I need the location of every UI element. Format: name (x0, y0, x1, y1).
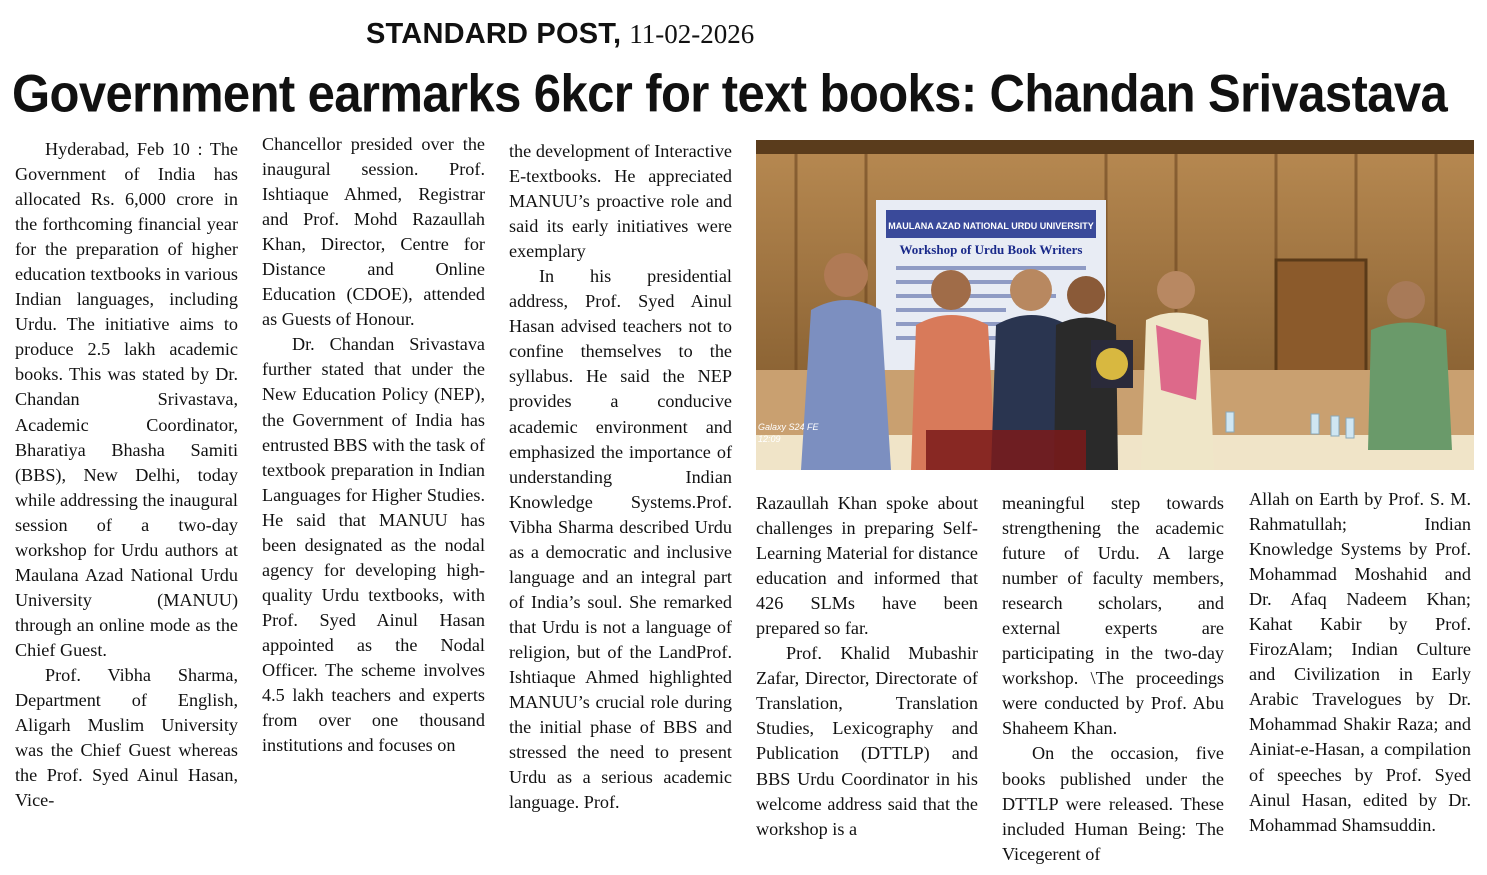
banner-line1: MAULANA AZAD NATIONAL URDU UNIVERSITY (888, 221, 1094, 231)
plaque (1091, 340, 1133, 388)
camera-stamp: Galaxy S24 FE (758, 422, 819, 432)
masthead (366, 18, 754, 51)
publication-date: 11-02-2026 (629, 19, 755, 49)
article-column-6 (1249, 487, 1471, 838)
article-column-4 (756, 491, 978, 842)
paragraph: meaningful step towards strengthening the academic future of Urdu. A large number of faculty members, research scholars, and external experts are participating in the two-day workshop. \The proceedings were conducted by Prof. Abu Shaheem Khan. (1002, 493, 1224, 739)
banner-title: Workshop of Urdu Book Writers (899, 242, 1083, 257)
paragraph: Allah on Earth by Prof. S. M. Rahmatullah; Indian Knowledge Systems by Prof. Mohammad Moshahid and Dr. Afaq Nadeem Khan; Kahat Kabir by Prof. FirozAlam; Indian Culture and Civilization in Early Arabic Travelogues by Dr. Mohammad Shakir Raza; and Ainiat-e-Hasan, a compilation of speeches by Prof. Syed Ainul Hasan, edited by Dr. Mohammad Shamsuddin. (1249, 489, 1471, 835)
article-column-2 (262, 132, 485, 758)
paragraph: Chancellor presided over the inaugural session. Prof. Ishtiaque Ahmed, Registrar and Prof. Mohd Razaullah Khan, Director, Centre for Distance and Online Education (CDOE), attended as Guests of Honour. (262, 134, 485, 330)
paragraph: In his presidential address, Prof. Syed Ainul Hasan advised teachers not to confine themselves to the syllabus. He said the NEP provides a conducive academic environment and emphasized the importance of understanding Indian Knowledge Systems.Prof. Vibha Sharma described Urdu as a democratic and inclusive language and an integral part of India’s soul. She remarked that Urdu is not a language of religion, but of the LandProf. Ishtiaque Ahmed highlighted MANUU’s crucial role during the initial phase of BBS and stressed the need to present Urdu as a serious academic language. Prof. (509, 266, 732, 813)
headline: Government earmarks 6kcr for text books: Chandan Srivastava (12, 65, 1448, 124)
article-column-1 (15, 137, 238, 813)
article-column-3 (509, 139, 732, 815)
paragraph: Prof. Khalid Mubashir Zafar, Director, Directorate of Translation, Translation Studies, Lexicography and Publication (DTTLP) and BBS Urdu Coordinator in his welcome address said that the workshop is a (756, 643, 978, 839)
paragraph: Razaullah Khan spoke about challenges in preparing Self-Learning Material for distance education and informed that 426 SLMs have been prepared so far. (756, 493, 978, 639)
article-column-5 (1002, 491, 1224, 867)
photo-illustration (756, 140, 1474, 470)
flower-arrangement (926, 430, 1086, 470)
paragraph: the development of Interactive E-textbooks. He appreciated MANUU’s proactive role and said its early initiatives were exemplary (509, 141, 732, 262)
paragraph: Prof. Vibha Sharma, Department of English, Aligarh Muslim University was the Chief Guest whereas the Prof. Syed Ainul Hasan, Vice- (15, 664, 238, 811)
paragraph: Dr. Chandan Srivastava further stated that under the New Education Policy (NEP), the Government of India has entrusted BBS with the task of textbook preparation in Indian Languages for Higher Studies. He said that MANUU has been designated as the nodal agency for developing high-quality Urdu textbooks, with Prof. Syed Ainul Hasan appointed as the Nodal Officer. The scheme involves 4.5 lakh teachers and experts from over one thousand institutions and focuses on (262, 334, 485, 756)
event-photo (756, 140, 1474, 470)
newspaper-name: STANDARD POST, (366, 18, 622, 50)
paragraph: Hyderabad, Feb 10 : The Government of India has allocated Rs. 6,000 crore in the forthcoming financial year for the preparation of higher education textbooks in various Indian languages, including Urdu. The initiative aims to produce 2.5 lakh academic books. This was stated by Dr. Chandan Srivastava, Academic Coordinator, Bharatiya Bhasha Samiti (BBS), New Delhi, today while addressing the inaugural session of a two-day workshop for Urdu authors at Maulana Azad National Urdu University (MANUU) through an online mode as the Chief Guest. (15, 139, 238, 660)
camera-time: 12:09 (758, 434, 781, 444)
paragraph: On the occasion, five books published under the DTTLP were released. These included Human Being: The Vicegerent of (1002, 743, 1224, 864)
